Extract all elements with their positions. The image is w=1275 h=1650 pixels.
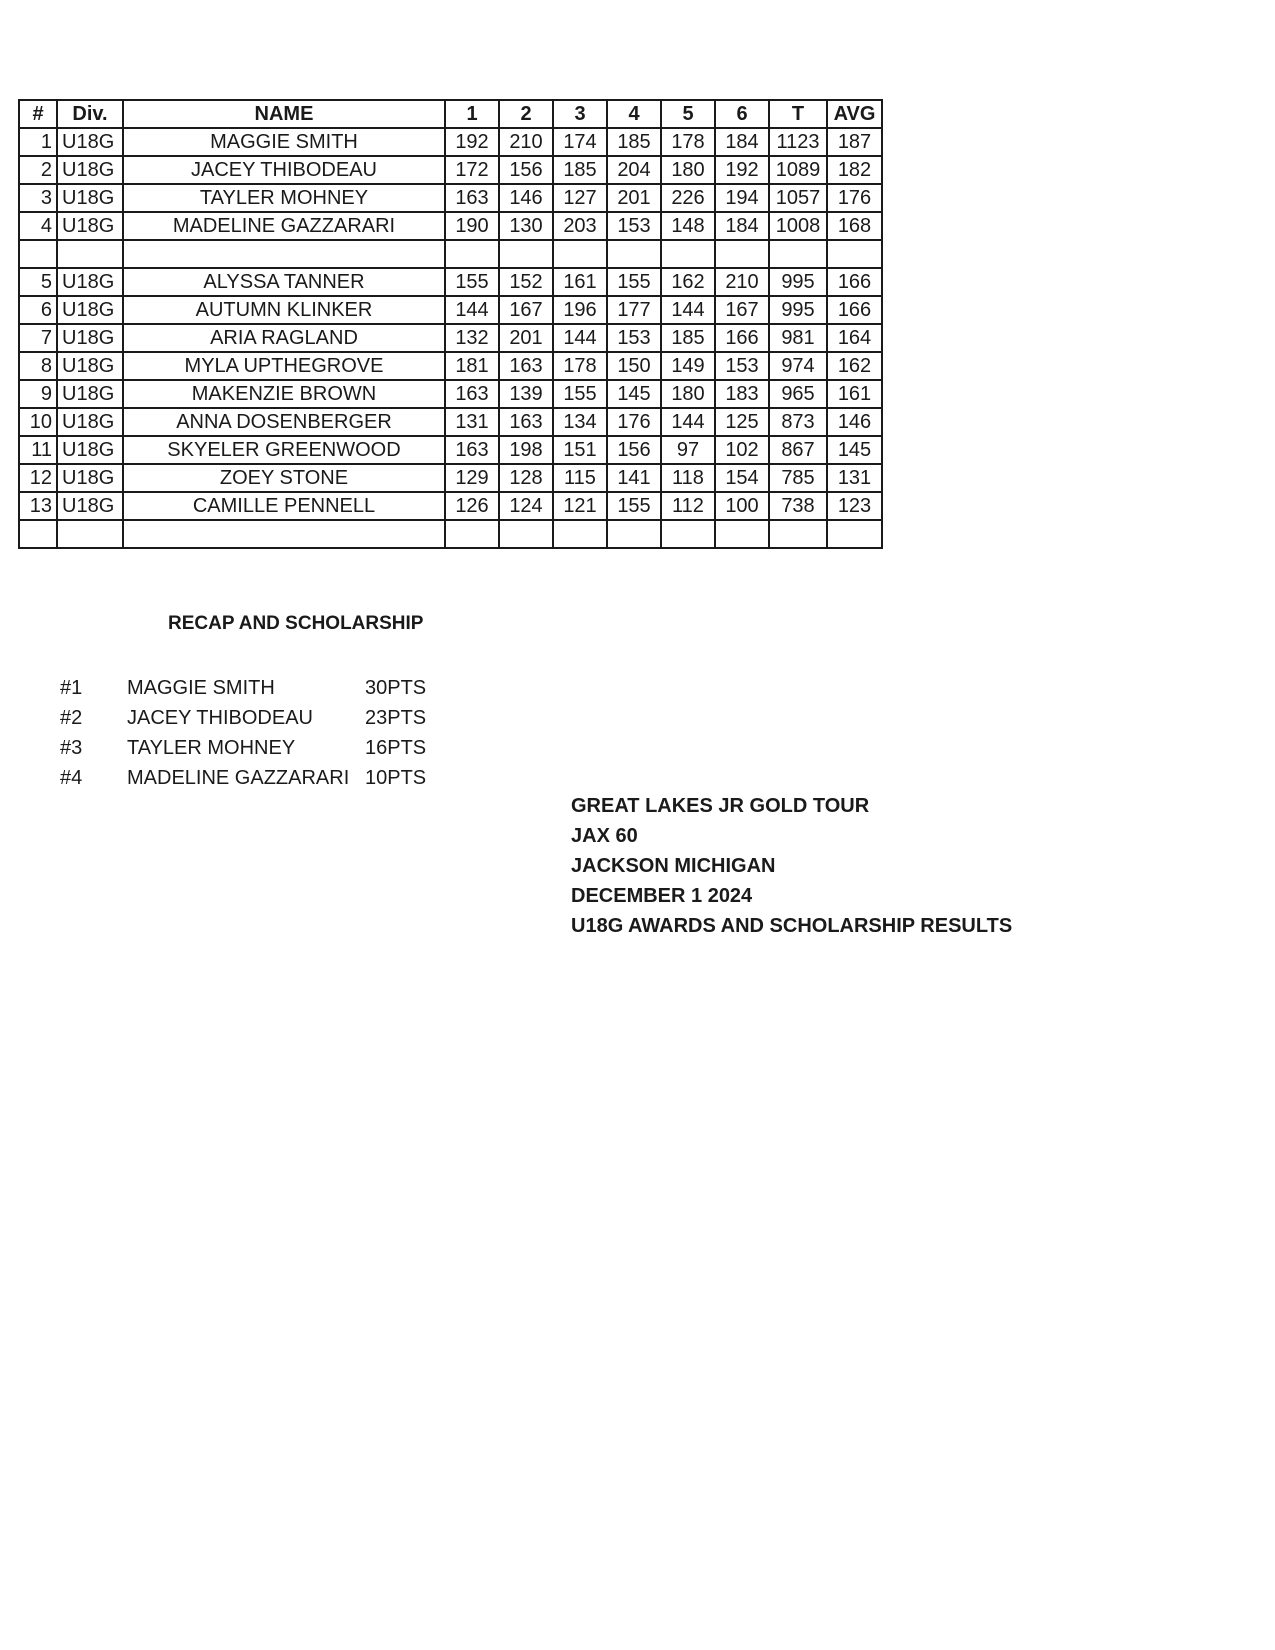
game-4-cell: 176 (607, 408, 661, 436)
game-5-cell (661, 520, 715, 548)
bowler-name-cell: MADELINE GAZZARARI (123, 212, 445, 240)
rank-cell: 6 (19, 296, 57, 324)
event-location: JACKSON MICHIGAN (571, 855, 776, 877)
rank-cell: 4 (19, 212, 57, 240)
bowler-name-cell: AUTUMN KLINKER (123, 296, 445, 324)
game-6-cell: 183 (715, 380, 769, 408)
header-game-2: 2 (499, 100, 553, 128)
rank-cell: 12 (19, 464, 57, 492)
table-row (19, 380, 882, 408)
header-division: Div. (57, 100, 123, 128)
game-5-cell: 144 (661, 408, 715, 436)
rank-cell: 11 (19, 436, 57, 464)
table-row (19, 184, 882, 212)
division-cell: U18G (57, 380, 123, 408)
total-cell: 1123 (769, 128, 827, 156)
table-row (19, 408, 882, 436)
recap-bowler-name: TAYLER MOHNEY (127, 736, 296, 759)
game-3-cell: 151 (553, 436, 607, 464)
game-5-cell: 118 (661, 464, 715, 492)
bowler-name-cell: JACEY THIBODEAU (123, 156, 445, 184)
division-cell: U18G (57, 156, 123, 184)
bowler-name-cell: ZOEY STONE (123, 464, 445, 492)
recap-entry (60, 673, 445, 703)
game-5-cell: 149 (661, 352, 715, 380)
game-2-cell: 152 (499, 268, 553, 296)
game-4-cell: 204 (607, 156, 661, 184)
total-cell: 974 (769, 352, 827, 380)
game-3-cell: 185 (553, 156, 607, 184)
header-game-5: 5 (661, 100, 715, 128)
table-header-row (19, 100, 882, 128)
recap-place: #1 (60, 676, 83, 699)
average-cell: 166 (827, 268, 882, 296)
game-1-cell: 190 (445, 212, 499, 240)
table-row (19, 324, 882, 352)
game-6-cell: 194 (715, 184, 769, 212)
blank-row (19, 240, 882, 268)
game-4-cell: 156 (607, 436, 661, 464)
game-2-cell: 198 (499, 436, 553, 464)
game-4-cell: 153 (607, 212, 661, 240)
game-2-cell: 139 (499, 380, 553, 408)
game-2-cell: 167 (499, 296, 553, 324)
recap-points: 16PTS (365, 736, 427, 759)
game-4-cell: 185 (607, 128, 661, 156)
recap-points: 23PTS (365, 706, 427, 729)
game-6-cell (715, 240, 769, 268)
game-6-cell: 154 (715, 464, 769, 492)
game-4-cell: 177 (607, 296, 661, 324)
total-cell: 1057 (769, 184, 827, 212)
recap-points: 30PTS (365, 676, 427, 699)
event-info (571, 791, 1012, 941)
game-6-cell: 102 (715, 436, 769, 464)
recap-entry (60, 733, 445, 763)
recap-place: #2 (60, 706, 83, 729)
division-cell: U18G (57, 324, 123, 352)
bowler-name-cell: ALYSSA TANNER (123, 268, 445, 296)
division-cell: U18G (57, 212, 123, 240)
game-2-cell: 163 (499, 352, 553, 380)
division-cell: U18G (57, 408, 123, 436)
game-1-cell: 192 (445, 128, 499, 156)
header-game-3: 3 (553, 100, 607, 128)
game-4-cell (607, 520, 661, 548)
game-6-cell: 184 (715, 212, 769, 240)
total-cell: 785 (769, 464, 827, 492)
bowler-name-cell: MAKENZIE BROWN (123, 380, 445, 408)
division-cell: U18G (57, 492, 123, 520)
table-row (19, 268, 882, 296)
game-4-cell: 145 (607, 380, 661, 408)
total-cell: 1008 (769, 212, 827, 240)
average-cell: 187 (827, 128, 882, 156)
rank-cell: 2 (19, 156, 57, 184)
bowler-name-cell: SKYELER GREENWOOD (123, 436, 445, 464)
game-6-cell: 100 (715, 492, 769, 520)
bowler-name-cell: TAYLER MOHNEY (123, 184, 445, 212)
division-cell: U18G (57, 184, 123, 212)
game-2-cell (499, 520, 553, 548)
game-6-cell: 210 (715, 268, 769, 296)
table-row (19, 156, 882, 184)
rank-cell: 1 (19, 128, 57, 156)
division-cell (57, 240, 123, 268)
total-cell (769, 240, 827, 268)
table-body (19, 128, 882, 548)
game-1-cell: 163 (445, 380, 499, 408)
total-cell: 995 (769, 296, 827, 324)
game-3-cell: 196 (553, 296, 607, 324)
bowler-name-cell: ANNA DOSENBERGER (123, 408, 445, 436)
game-5-cell: 148 (661, 212, 715, 240)
average-cell: 146 (827, 408, 882, 436)
recap-entry (60, 703, 445, 733)
rank-cell: 10 (19, 408, 57, 436)
game-1-cell: 163 (445, 184, 499, 212)
average-cell: 176 (827, 184, 882, 212)
game-3-cell (553, 240, 607, 268)
table-row (19, 128, 882, 156)
recap-title: RECAP AND SCHOLARSHIP (168, 613, 424, 634)
total-cell: 1089 (769, 156, 827, 184)
game-1-cell: 132 (445, 324, 499, 352)
total-cell: 738 (769, 492, 827, 520)
game-1-cell: 131 (445, 408, 499, 436)
rank-cell: 3 (19, 184, 57, 212)
average-cell (827, 520, 882, 548)
game-4-cell: 153 (607, 324, 661, 352)
game-2-cell: 124 (499, 492, 553, 520)
bowler-name-cell: MYLA UPTHEGROVE (123, 352, 445, 380)
game-2-cell: 163 (499, 408, 553, 436)
bowler-name-cell (123, 520, 445, 548)
recap-points: 10PTS (365, 766, 427, 789)
tour-name: GREAT LAKES JR GOLD TOUR (571, 795, 870, 817)
average-cell: 168 (827, 212, 882, 240)
recap-list (60, 673, 445, 793)
total-cell: 873 (769, 408, 827, 436)
game-3-cell: 134 (553, 408, 607, 436)
game-2-cell: 146 (499, 184, 553, 212)
game-4-cell: 141 (607, 464, 661, 492)
total-cell: 995 (769, 268, 827, 296)
game-1-cell: 126 (445, 492, 499, 520)
recap-bowler-name: MAGGIE SMITH (127, 676, 275, 699)
average-cell: 162 (827, 352, 882, 380)
game-5-cell (661, 240, 715, 268)
game-1-cell: 144 (445, 296, 499, 324)
bowler-name-cell (123, 240, 445, 268)
division-cell: U18G (57, 268, 123, 296)
game-5-cell: 180 (661, 156, 715, 184)
results-table (18, 99, 883, 549)
game-3-cell: 178 (553, 352, 607, 380)
game-1-cell (445, 240, 499, 268)
venue-name: JAX 60 (571, 825, 638, 847)
division-cell: U18G (57, 296, 123, 324)
game-1-cell: 163 (445, 436, 499, 464)
game-2-cell: 128 (499, 464, 553, 492)
game-2-cell: 156 (499, 156, 553, 184)
total-cell: 965 (769, 380, 827, 408)
game-1-cell: 172 (445, 156, 499, 184)
game-1-cell: 129 (445, 464, 499, 492)
division-cell: U18G (57, 128, 123, 156)
bowler-name-cell: CAMILLE PENNELL (123, 492, 445, 520)
game-6-cell: 192 (715, 156, 769, 184)
header-rank: # (19, 100, 57, 128)
game-3-cell: 127 (553, 184, 607, 212)
game-6-cell: 184 (715, 128, 769, 156)
game-6-cell: 166 (715, 324, 769, 352)
game-4-cell: 155 (607, 492, 661, 520)
rank-cell: 13 (19, 492, 57, 520)
rank-cell: 8 (19, 352, 57, 380)
game-5-cell: 180 (661, 380, 715, 408)
game-2-cell (499, 240, 553, 268)
game-5-cell: 178 (661, 128, 715, 156)
event-date: DECEMBER 1 2024 (571, 885, 753, 907)
total-cell (769, 520, 827, 548)
game-6-cell: 153 (715, 352, 769, 380)
game-4-cell (607, 240, 661, 268)
average-cell: 166 (827, 296, 882, 324)
game-3-cell: 115 (553, 464, 607, 492)
header-average: AVG (827, 100, 882, 128)
rank-cell (19, 520, 57, 548)
recap-place: #4 (60, 766, 83, 789)
division-cell: U18G (57, 436, 123, 464)
average-cell: 161 (827, 380, 882, 408)
header-game-4: 4 (607, 100, 661, 128)
game-6-cell (715, 520, 769, 548)
game-2-cell: 201 (499, 324, 553, 352)
game-1-cell: 155 (445, 268, 499, 296)
game-5-cell: 185 (661, 324, 715, 352)
recap-bowler-name: JACEY THIBODEAU (127, 706, 313, 729)
rank-cell (19, 240, 57, 268)
header-name: NAME (123, 100, 445, 128)
header-game-1: 1 (445, 100, 499, 128)
game-3-cell: 144 (553, 324, 607, 352)
game-5-cell: 97 (661, 436, 715, 464)
average-cell: 131 (827, 464, 882, 492)
game-1-cell (445, 520, 499, 548)
game-5-cell: 144 (661, 296, 715, 324)
blank-row (19, 520, 882, 548)
game-3-cell: 155 (553, 380, 607, 408)
average-cell: 145 (827, 436, 882, 464)
game-3-cell: 161 (553, 268, 607, 296)
bowler-name-cell: ARIA RAGLAND (123, 324, 445, 352)
rank-cell: 7 (19, 324, 57, 352)
division-cell: U18G (57, 464, 123, 492)
recap-bowler-name: MADELINE GAZZARARI (127, 766, 350, 789)
recap-entry (60, 763, 445, 793)
total-cell: 867 (769, 436, 827, 464)
average-cell: 123 (827, 492, 882, 520)
division-cell (57, 520, 123, 548)
game-2-cell: 210 (499, 128, 553, 156)
table-row (19, 352, 882, 380)
rank-cell: 9 (19, 380, 57, 408)
average-cell: 164 (827, 324, 882, 352)
table-row (19, 436, 882, 464)
header-game-6: 6 (715, 100, 769, 128)
rank-cell: 5 (19, 268, 57, 296)
table-row (19, 212, 882, 240)
game-4-cell: 150 (607, 352, 661, 380)
game-3-cell: 203 (553, 212, 607, 240)
game-5-cell: 162 (661, 268, 715, 296)
game-1-cell: 181 (445, 352, 499, 380)
game-2-cell: 130 (499, 212, 553, 240)
game-6-cell: 167 (715, 296, 769, 324)
table-row (19, 464, 882, 492)
average-cell (827, 240, 882, 268)
results-title: U18G AWARDS AND SCHOLARSHIP RESULTS (571, 915, 1013, 937)
division-cell: U18G (57, 352, 123, 380)
total-cell: 981 (769, 324, 827, 352)
header-total: T (769, 100, 827, 128)
game-3-cell: 174 (553, 128, 607, 156)
game-5-cell: 226 (661, 184, 715, 212)
table-row (19, 296, 882, 324)
game-4-cell: 201 (607, 184, 661, 212)
game-4-cell: 155 (607, 268, 661, 296)
average-cell: 182 (827, 156, 882, 184)
game-5-cell: 112 (661, 492, 715, 520)
game-6-cell: 125 (715, 408, 769, 436)
bowler-name-cell: MAGGIE SMITH (123, 128, 445, 156)
recap-place: #3 (60, 736, 83, 759)
game-3-cell (553, 520, 607, 548)
game-3-cell: 121 (553, 492, 607, 520)
table-row (19, 492, 882, 520)
